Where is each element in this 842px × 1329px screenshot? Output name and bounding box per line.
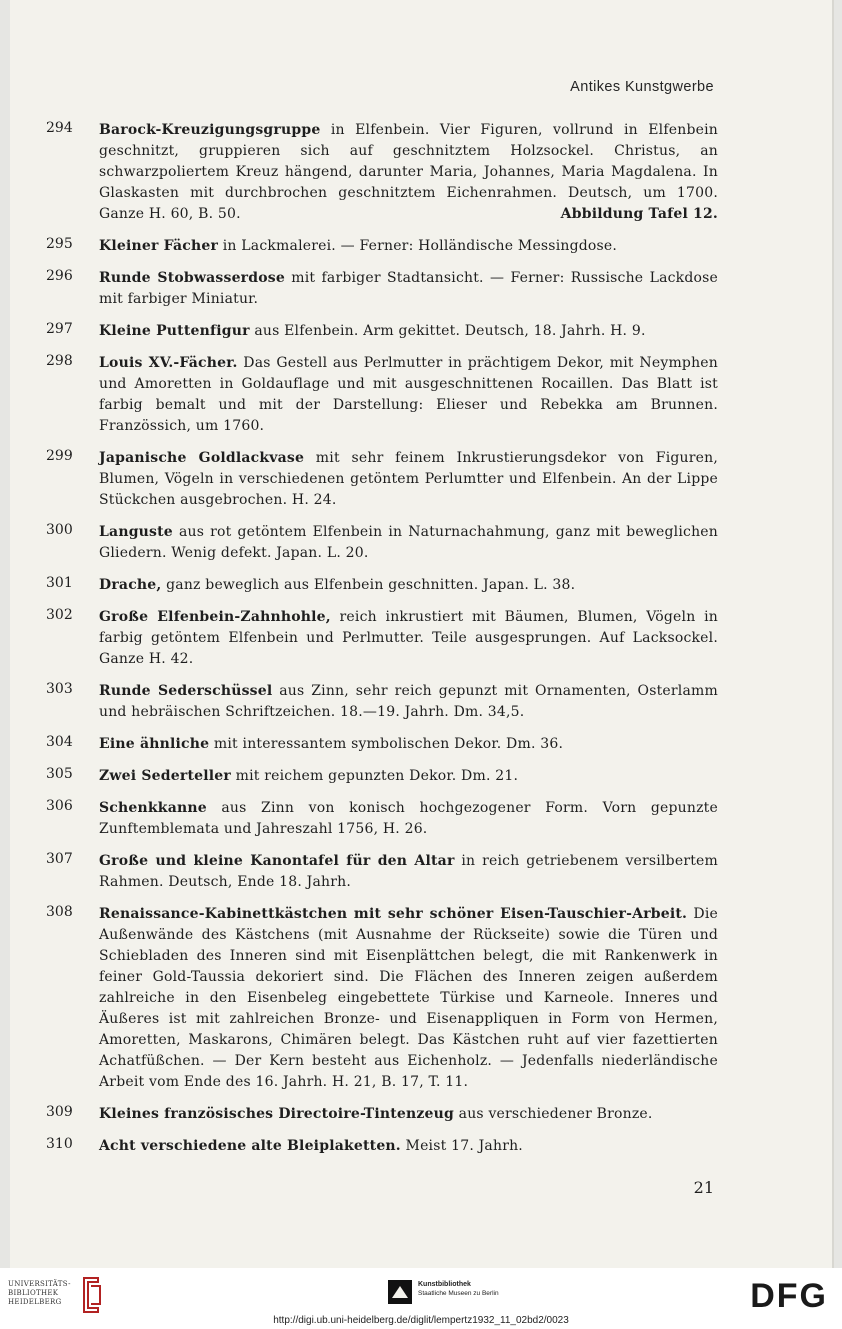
entry-description: mit reichem gepunzten Dekor. Dm. 21. (230, 768, 519, 784)
entry-title: Runde Stobwasserdose (99, 270, 285, 286)
page-number: 21 (693, 1178, 714, 1197)
entry-number: 310 (46, 1136, 73, 1152)
university-library-logo[interactable] (8, 1276, 108, 1314)
entry-description: aus Zinn von konisch hochgezogener Form. Vorn gepunzte Zunftemblemata und Jahreszahl 1756, H. 26. (99, 800, 718, 837)
entry-text (99, 236, 718, 257)
catalog-entry (46, 851, 718, 893)
entry-number: 303 (46, 681, 73, 697)
catalog-entry (46, 236, 718, 257)
entry-number: 304 (46, 734, 73, 750)
entry-text (99, 681, 718, 723)
catalog-entry (46, 120, 718, 225)
entry-text (99, 268, 718, 310)
entry-title: Kleines französisches Directoire-Tintenzeug (99, 1106, 454, 1122)
entry-description: ganz beweglich aus Elfenbein geschnitten. Japan. L. 38. (161, 577, 576, 593)
entry-text (99, 1136, 718, 1157)
entry-text (99, 575, 718, 596)
entry-text (99, 353, 718, 437)
entry-title: Acht verschiedene alte Bleiplaketten. (99, 1138, 401, 1154)
entry-text (99, 321, 718, 342)
entry-text (99, 448, 718, 511)
kunstbibliothek-text (418, 1280, 578, 1298)
entry-description: Die Außenwände des Kästchens (mit Ausnahme der Rückseite) sowie die Türen und Schiebladen des Inneren sind mit Eisenplättchen belegt, die mit Rankenwerk in feiner Gold-Taussia dekoriert sind. Die Flächen des Inneren zeigen außerdem zahlreiche in den Eisenbeleg eingebettete Türkise und Karneole. Inneres und Äußeres ist mit zahlreichen Bronze- und Eisenappliquen in Form von Hermen, Amoretten, Maskarons, Chimären belegt. Das Kästchen ruht auf vier fazettierten Achatfüßchen. — Der Kern besteht aus Eichenholz. — Jedenfalls niederländische Arbeit vom Ende des 16. Jahrh. H. 21, B. 17, T. 11. (99, 906, 718, 1090)
catalog-entry (46, 448, 718, 511)
entry-title: Drache, (99, 577, 162, 593)
scanned-page (10, 0, 834, 1268)
entry-text (99, 1104, 718, 1125)
catalog-entries (46, 120, 718, 1168)
entry-text (99, 734, 718, 755)
permalink-url[interactable]: http://digi.ub.uni-heidelberg.de/diglit/lempertz1932_11_02bd2/0023 (273, 1315, 569, 1326)
entry-text (99, 607, 718, 670)
catalog-entry (46, 321, 718, 342)
viewer-footer (0, 1268, 842, 1329)
entry-description: in Elfenbein. Vier Figuren, vollrund in Elfenbein geschnitzt, gruppieren sich auf geschnitztem Holzsockel. Christus, an schwarzpoliertem Kreuz hängend, darunter Maria, Johannes, Maria Magdalena. In Glaskasten mit durchbrochen geschnitztem Eichenrahmen. Deutsch, um 1700. Ganze H. 60, B. 50. (99, 122, 718, 222)
entry-number: 301 (46, 575, 73, 591)
entry-text (99, 904, 718, 1093)
entry-description: aus verschiedener Bronze. (454, 1106, 653, 1122)
ub-emblem-icon (78, 1276, 104, 1314)
entry-text (99, 851, 718, 893)
entry-title: Kleiner Fächer (99, 238, 219, 254)
entry-number: 308 (46, 904, 73, 920)
entry-number: 299 (46, 448, 73, 464)
entry-number: 302 (46, 607, 73, 623)
entry-number: 300 (46, 522, 73, 538)
entry-description: aus rot getöntem Elfenbein in Naturnachahmung, ganz mit beweglichen Gliedern. Wenig defekt. Japan. L. 20. (99, 524, 718, 561)
entry-text (99, 120, 718, 225)
entry-description: aus Elfenbein. Arm gekittet. Deutsch, 18. Jahrh. H. 9. (249, 323, 646, 339)
catalog-entry (46, 1104, 718, 1125)
kunstbibliothek-name: Kunstbibliothek (418, 1281, 471, 1288)
catalog-entry (46, 734, 718, 755)
entry-number: 298 (46, 353, 73, 369)
entry-description: in reich getriebenem versilbertem Rahmen. Deutsch, Ende 18. Jahrh. (99, 853, 718, 890)
catalog-entry (46, 268, 718, 310)
entry-number: 306 (46, 798, 73, 814)
entry-title: Zwei Sederteller (99, 768, 231, 784)
entry-title: Große Elfenbein-Zahnhohle, (99, 609, 331, 625)
entry-text (99, 798, 718, 840)
plate-reference: Abbildung Tafel 12. (560, 206, 718, 222)
catalog-entry (46, 1136, 718, 1157)
entry-number: 305 (46, 766, 73, 782)
catalog-entry (46, 798, 718, 840)
entry-description: aus Zinn, sehr reich gepunzt mit Ornamenten, Osterlamm und hebräischen Schriftzeichen. 18.—19. Jahrh. Dm. 34,5. (99, 683, 718, 720)
catalog-entry (46, 575, 718, 596)
entry-number: 309 (46, 1104, 73, 1120)
entry-title: Renaissance-Kabinettkästchen mit sehr schöner Eisen-Tauschier-Arbeit. (99, 906, 688, 922)
entry-title: Große und kleine Kanontafel für den Altar (99, 853, 455, 869)
running-head: Antikes Kunstgwerbe (570, 79, 714, 95)
entry-description: Meist 17. Jahrh. (400, 1138, 523, 1154)
entry-number: 307 (46, 851, 73, 867)
entry-title: Japanische Goldlackvase (99, 450, 305, 466)
entry-text (99, 766, 718, 787)
catalog-entry (46, 766, 718, 787)
entry-description: Das Gestell aus Perlmutter in prächtigem Dekor, mit Neymphen und Amoretten in Goldauflage und mit ausgeschnittenen Rocaillen. Das Blatt ist farbig bemalt und mit der Darstellung: Elieser und Rebekka am Brunnen. Französsich, um 1760. (99, 355, 718, 434)
entry-title: Runde Sederschüssel (99, 683, 273, 699)
entry-description: mit farbiger Stadtansicht. — Ferner: Russische Lackdose mit farbiger Miniatur. (99, 270, 718, 307)
entry-description: mit sehr feinem Inkrustierungsdekor von Figuren, Blumen, Vögeln in verschiedenen getöntem Perlumtter und Elfenbein. An der Lippe Stückchen ausgebrochen. H. 24. (99, 450, 719, 508)
entry-number: 295 (46, 236, 73, 252)
entry-title: Louis XV.-Fächer. (99, 355, 238, 371)
catalog-entry (46, 522, 718, 564)
entry-title: Barock-Kreuzigungsgruppe (99, 122, 321, 138)
entry-description: reich inkrustiert mit Bäumen, Blumen, Vögeln in farbig getöntem Elfenbein und Perlmutter. Teile ausgesprungen. Auf Lacksockel. Ganze H. 42. (99, 609, 718, 667)
entry-number: 296 (46, 268, 73, 284)
catalog-entry (46, 681, 718, 723)
entry-description: mit interessantem symbolischen Dekor. Dm. 36. (209, 736, 564, 752)
entry-title: Schenkkanne (99, 800, 207, 816)
entry-title: Eine ähnliche (99, 736, 210, 752)
entry-title: Languste (99, 524, 173, 540)
entry-number: 294 (46, 120, 73, 136)
catalog-entry (46, 353, 718, 437)
university-library-name: UNIVERSITÄTS-BIBLIOTHEK HEIDELBERG (8, 1280, 71, 1306)
entry-description: in Lackmalerei. — Ferner: Holländische Messingdose. (218, 238, 618, 254)
entry-title: Kleine Puttenfigur (99, 323, 250, 339)
kunstbibliothek-emblem-icon (388, 1280, 412, 1304)
catalog-entry (46, 607, 718, 670)
dfg-logo[interactable]: DFG (750, 1277, 828, 1315)
entry-number: 297 (46, 321, 73, 337)
kunstbibliothek-subtitle: Staatliche Museen zu Berlin (418, 1290, 499, 1297)
entry-text (99, 522, 718, 564)
catalog-entry (46, 904, 718, 1093)
